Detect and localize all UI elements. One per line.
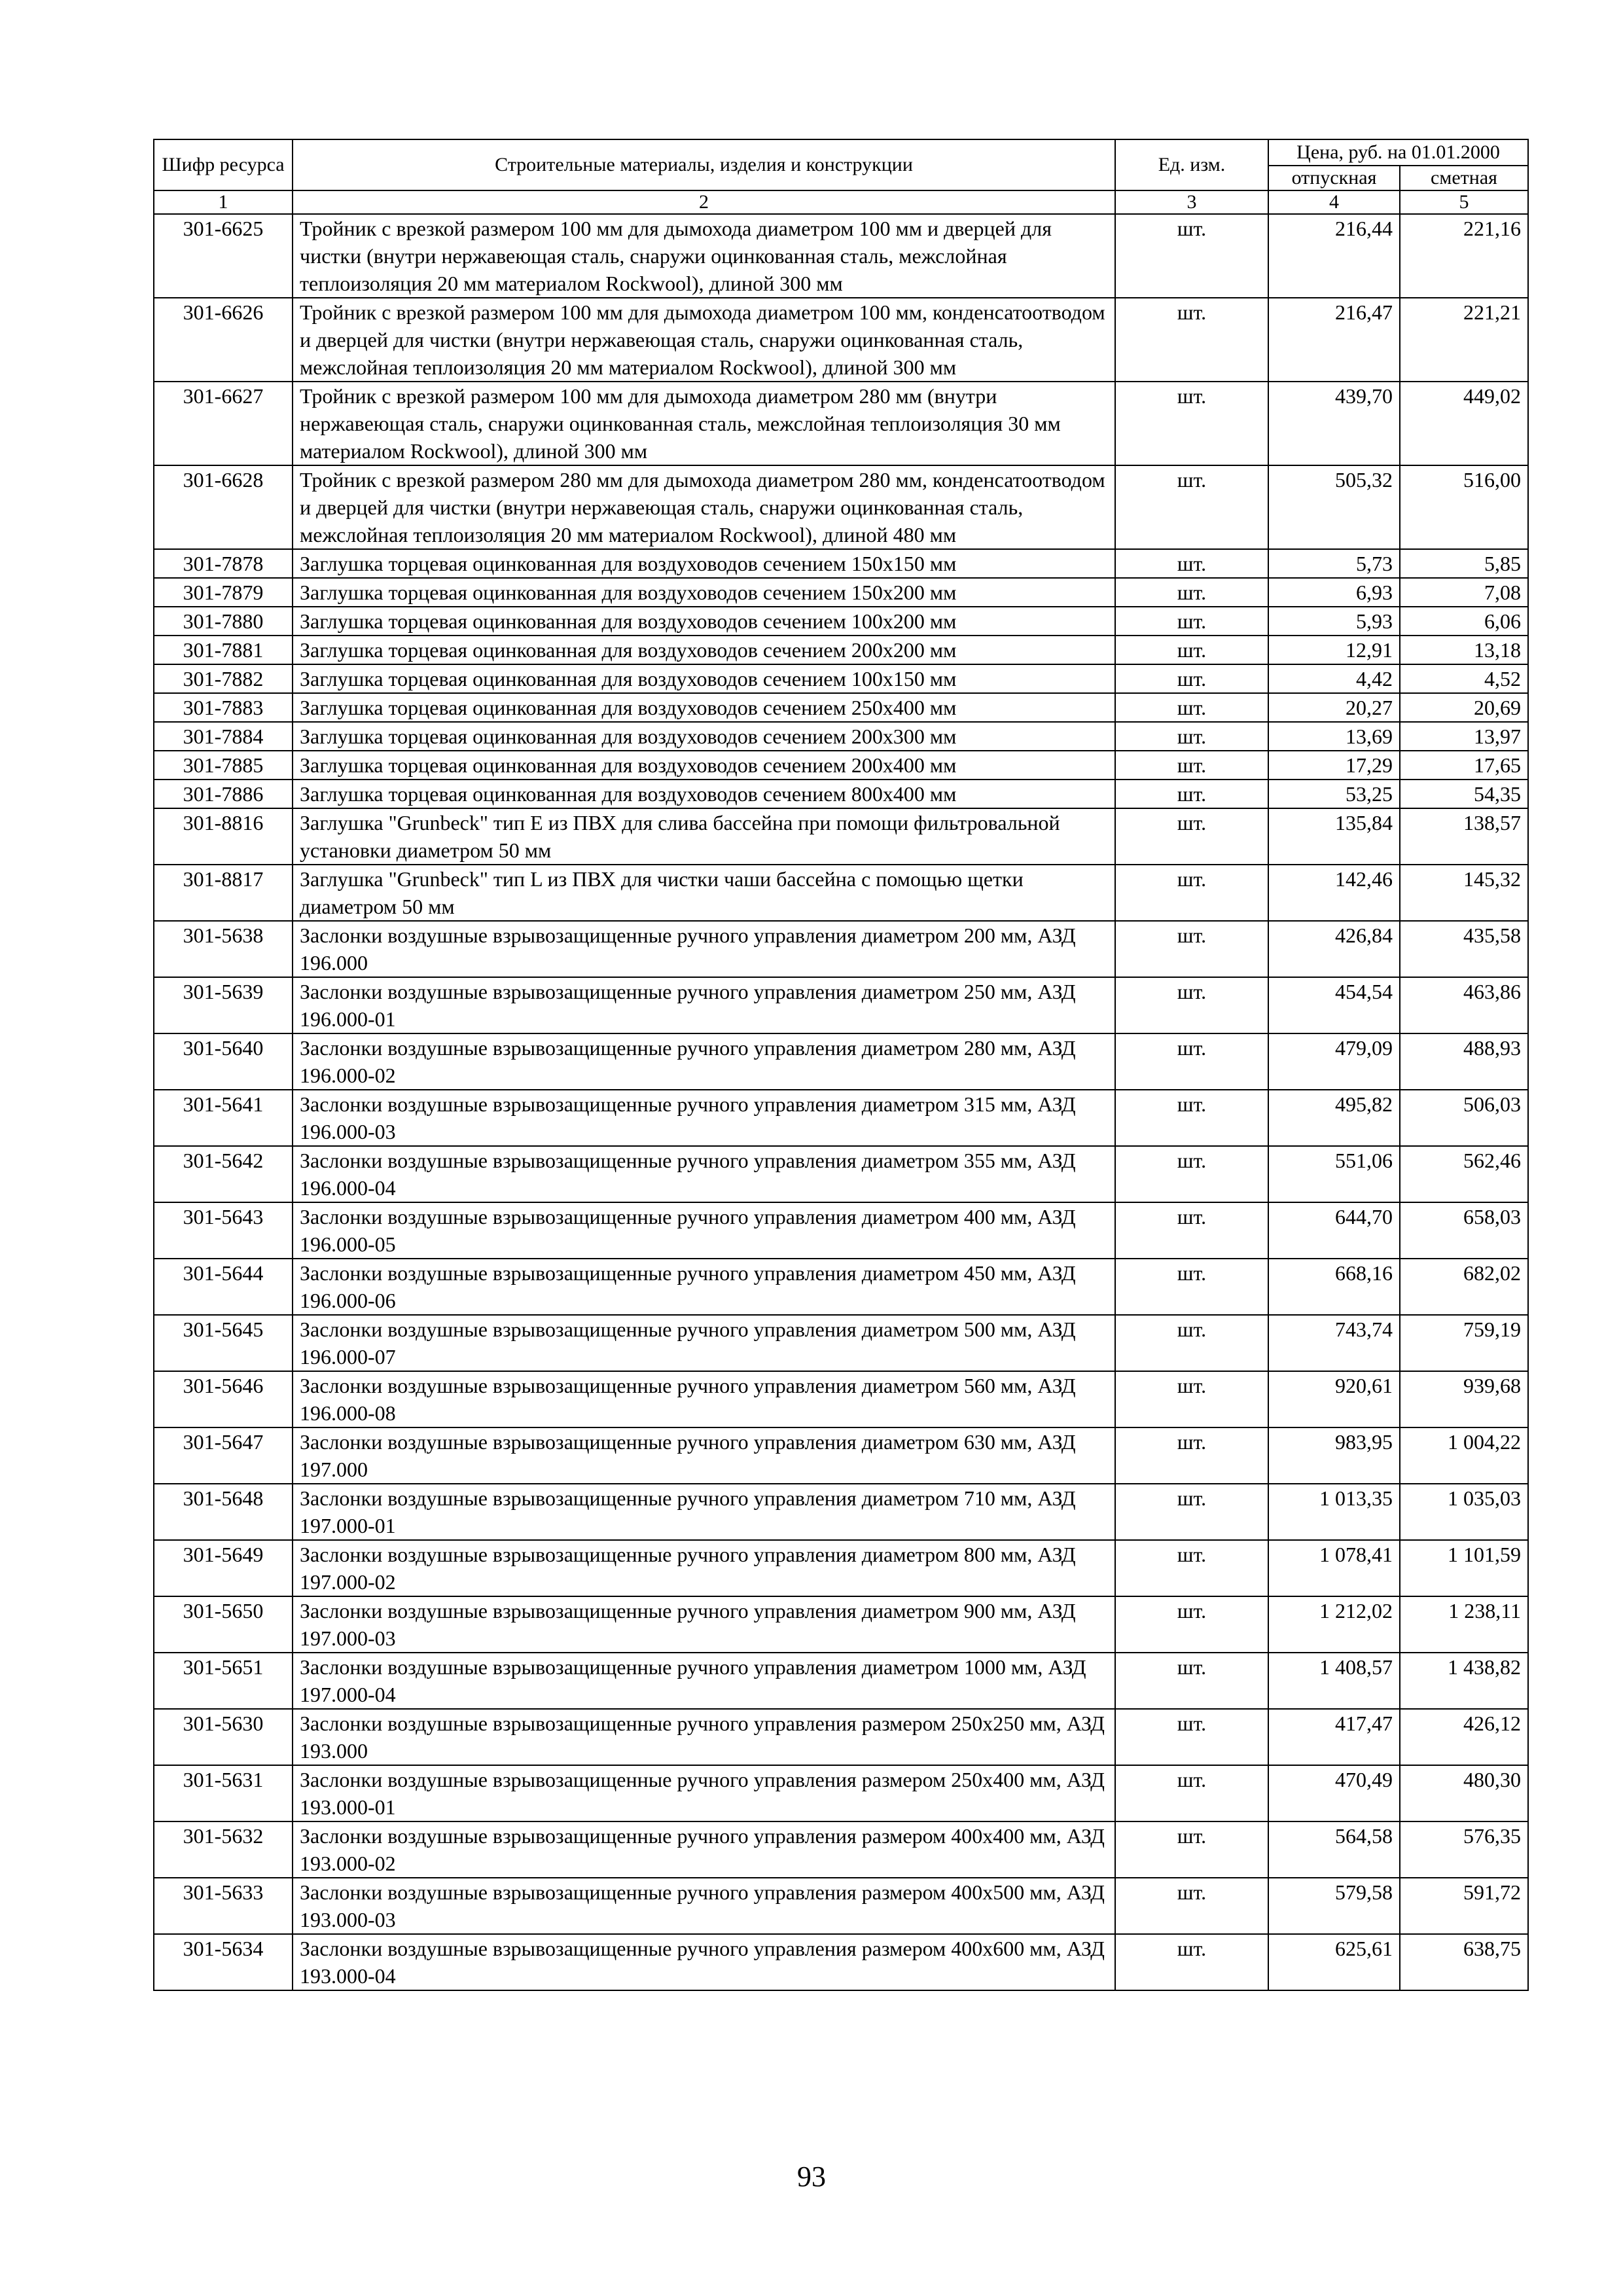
unit-of-measure: шт. bbox=[1115, 1821, 1268, 1878]
material-name: Тройник с врезкой размером 280 мм для дымохода диаметром 280 мм, конденсатоотводом и дверцей для чистки (внутри нержавеющая сталь, снаружи оцинкованная сталь, межслойная теплоизоляция 20 мм материалом Rockwool), длиной 480 мм bbox=[293, 465, 1115, 549]
release-price: 17,29 bbox=[1268, 751, 1400, 780]
unit-of-measure: шт. bbox=[1115, 1146, 1268, 1202]
release-price: 479,09 bbox=[1268, 1033, 1400, 1090]
table-row bbox=[154, 865, 1528, 921]
release-price: 470,49 bbox=[1268, 1765, 1400, 1821]
column-number: 1 bbox=[154, 190, 293, 214]
resource-code: 301-5648 bbox=[154, 1484, 293, 1540]
table-row bbox=[154, 722, 1528, 751]
material-name: Тройник с врезкой размером 100 мм для дымохода диаметром 100 мм, конденсатоотводом и дверцей для чистки (внутри нержавеющая сталь, снаружи оцинкованная сталь, межслойная теплоизоляция 20 мм материалом Rockwool), длиной 300 мм bbox=[293, 298, 1115, 382]
release-price: 417,47 bbox=[1268, 1709, 1400, 1765]
table-row bbox=[154, 1878, 1528, 1934]
resource-code: 301-5643 bbox=[154, 1202, 293, 1259]
column-number: 2 bbox=[293, 190, 1115, 214]
material-name: Заслонки воздушные взрывозащищенные ручного управления диаметром 400 мм, АЗД 196.000-05 bbox=[293, 1202, 1115, 1259]
resource-code: 301-5634 bbox=[154, 1934, 293, 1990]
header-code: Шифр ресурса bbox=[154, 139, 293, 190]
release-price: 920,61 bbox=[1268, 1371, 1400, 1427]
resource-code: 301-7883 bbox=[154, 693, 293, 722]
material-name: Заглушка торцевая оцинкованная для воздуховодов сечением 100х150 мм bbox=[293, 664, 1115, 693]
material-name: Заглушка "Grunbeck" тип E из ПВХ для слива бассейна при помощи фильтровальной установки диаметром 50 мм bbox=[293, 808, 1115, 865]
table-row bbox=[154, 214, 1528, 298]
table-row bbox=[154, 921, 1528, 977]
table-row bbox=[154, 1540, 1528, 1596]
unit-of-measure: шт. bbox=[1115, 214, 1268, 298]
release-price: 1 078,41 bbox=[1268, 1540, 1400, 1596]
material-name: Заслонки воздушные взрывозащищенные ручного управления диаметром 355 мм, АЗД 196.000-04 bbox=[293, 1146, 1115, 1202]
resource-code: 301-6625 bbox=[154, 214, 293, 298]
resource-code: 301-5641 bbox=[154, 1090, 293, 1146]
unit-of-measure: шт. bbox=[1115, 780, 1268, 808]
estimate-price: 638,75 bbox=[1400, 1934, 1528, 1990]
material-name: Заглушка торцевая оцинкованная для воздуховодов сечением 100х200 мм bbox=[293, 607, 1115, 636]
material-name: Заглушка торцевая оцинкованная для воздуховодов сечением 150х150 мм bbox=[293, 549, 1115, 578]
release-price: 426,84 bbox=[1268, 921, 1400, 977]
resource-code: 301-5631 bbox=[154, 1765, 293, 1821]
unit-of-measure: шт. bbox=[1115, 1259, 1268, 1315]
resource-code: 301-5638 bbox=[154, 921, 293, 977]
material-name: Заслонки воздушные взрывозащищенные ручного управления диаметром 280 мм, АЗД 196.000-02 bbox=[293, 1033, 1115, 1090]
estimate-price: 13,18 bbox=[1400, 636, 1528, 664]
material-name: Заглушка "Grunbeck" тип L из ПВХ для чистки чаши бассейна с помощью щетки диаметром 50 мм bbox=[293, 865, 1115, 921]
material-name: Заслонки воздушные взрывозащищенные ручного управления диаметром 250 мм, АЗД 196.000-01 bbox=[293, 977, 1115, 1033]
estimate-price: 20,69 bbox=[1400, 693, 1528, 722]
unit-of-measure: шт. bbox=[1115, 664, 1268, 693]
material-name: Заслонки воздушные взрывозащищенные ручного управления диаметром 315 мм, АЗД 196.000-03 bbox=[293, 1090, 1115, 1146]
table-row bbox=[154, 1653, 1528, 1709]
resource-code: 301-5650 bbox=[154, 1596, 293, 1653]
estimate-price: 1 238,11 bbox=[1400, 1596, 1528, 1653]
unit-of-measure: шт. bbox=[1115, 808, 1268, 865]
estimate-price: 591,72 bbox=[1400, 1878, 1528, 1934]
resource-code: 301-7885 bbox=[154, 751, 293, 780]
resource-code: 301-5633 bbox=[154, 1878, 293, 1934]
resource-code: 301-7884 bbox=[154, 722, 293, 751]
unit-of-measure: шт. bbox=[1115, 1878, 1268, 1934]
table-row bbox=[154, 977, 1528, 1033]
resource-code: 301-7880 bbox=[154, 607, 293, 636]
material-name: Заглушка торцевая оцинкованная для воздуховодов сечением 200х400 мм bbox=[293, 751, 1115, 780]
unit-of-measure: шт. bbox=[1115, 382, 1268, 465]
estimate-price: 463,86 bbox=[1400, 977, 1528, 1033]
resource-code: 301-5642 bbox=[154, 1146, 293, 1202]
table-row bbox=[154, 465, 1528, 549]
material-name: Заслонки воздушные взрывозащищенные ручного управления диаметром 710 мм, АЗД 197.000-01 bbox=[293, 1484, 1115, 1540]
resource-code: 301-7879 bbox=[154, 578, 293, 607]
resource-code: 301-6627 bbox=[154, 382, 293, 465]
table-row bbox=[154, 1033, 1528, 1090]
table-row bbox=[154, 693, 1528, 722]
unit-of-measure: шт. bbox=[1115, 865, 1268, 921]
unit-of-measure: шт. bbox=[1115, 751, 1268, 780]
resource-code: 301-5630 bbox=[154, 1709, 293, 1765]
release-price: 668,16 bbox=[1268, 1259, 1400, 1315]
table-row bbox=[154, 607, 1528, 636]
table-row bbox=[154, 1934, 1528, 1990]
release-price: 142,46 bbox=[1268, 865, 1400, 921]
unit-of-measure: шт. bbox=[1115, 1596, 1268, 1653]
table-row bbox=[154, 298, 1528, 382]
estimate-price: 221,16 bbox=[1400, 214, 1528, 298]
resource-code: 301-5640 bbox=[154, 1033, 293, 1090]
estimate-price: 5,85 bbox=[1400, 549, 1528, 578]
unit-of-measure: шт. bbox=[1115, 1371, 1268, 1427]
unit-of-measure: шт. bbox=[1115, 1315, 1268, 1371]
release-price: 1 212,02 bbox=[1268, 1596, 1400, 1653]
estimate-price: 1 101,59 bbox=[1400, 1540, 1528, 1596]
unit-of-measure: шт. bbox=[1115, 1653, 1268, 1709]
material-name: Заслонки воздушные взрывозащищенные ручного управления диаметром 200 мм, АЗД 196.000 bbox=[293, 921, 1115, 977]
table-row bbox=[154, 636, 1528, 664]
estimate-price: 54,35 bbox=[1400, 780, 1528, 808]
release-price: 1 013,35 bbox=[1268, 1484, 1400, 1540]
material-name: Заглушка торцевая оцинкованная для воздуховодов сечением 200х300 мм bbox=[293, 722, 1115, 751]
estimate-price: 562,46 bbox=[1400, 1146, 1528, 1202]
release-price: 743,74 bbox=[1268, 1315, 1400, 1371]
unit-of-measure: шт. bbox=[1115, 578, 1268, 607]
table-row bbox=[154, 578, 1528, 607]
estimate-price: 939,68 bbox=[1400, 1371, 1528, 1427]
table-body bbox=[154, 214, 1528, 1990]
material-name: Заглушка торцевая оцинкованная для воздуховодов сечением 800х400 мм bbox=[293, 780, 1115, 808]
header-release-price: отпускная bbox=[1268, 166, 1400, 190]
resource-code: 301-8816 bbox=[154, 808, 293, 865]
estimate-price: 576,35 bbox=[1400, 1821, 1528, 1878]
header-price: Цена, руб. на 01.01.2000 bbox=[1268, 139, 1528, 166]
estimate-price: 506,03 bbox=[1400, 1090, 1528, 1146]
unit-of-measure: шт. bbox=[1115, 1540, 1268, 1596]
unit-of-measure: шт. bbox=[1115, 636, 1268, 664]
resource-code: 301-5649 bbox=[154, 1540, 293, 1596]
table-row bbox=[154, 751, 1528, 780]
unit-of-measure: шт. bbox=[1115, 977, 1268, 1033]
resource-code: 301-5632 bbox=[154, 1821, 293, 1878]
table-row bbox=[154, 780, 1528, 808]
estimate-price: 435,58 bbox=[1400, 921, 1528, 977]
estimate-price: 516,00 bbox=[1400, 465, 1528, 549]
table-row bbox=[154, 1427, 1528, 1484]
release-price: 983,95 bbox=[1268, 1427, 1400, 1484]
table-row bbox=[154, 382, 1528, 465]
release-price: 53,25 bbox=[1268, 780, 1400, 808]
column-number: 3 bbox=[1115, 190, 1268, 214]
release-price: 439,70 bbox=[1268, 382, 1400, 465]
release-price: 505,32 bbox=[1268, 465, 1400, 549]
unit-of-measure: шт. bbox=[1115, 1934, 1268, 1990]
estimate-price: 4,52 bbox=[1400, 664, 1528, 693]
material-name: Заслонки воздушные взрывозащищенные ручного управления диаметром 630 мм, АЗД 197.000 bbox=[293, 1427, 1115, 1484]
table-row bbox=[154, 1765, 1528, 1821]
material-name: Заслонки воздушные взрывозащищенные ручного управления размером 250х400 мм, АЗД 193.000-01 bbox=[293, 1765, 1115, 1821]
release-price: 20,27 bbox=[1268, 693, 1400, 722]
unit-of-measure: шт. bbox=[1115, 1090, 1268, 1146]
material-name: Заглушка торцевая оцинкованная для воздуховодов сечением 250х400 мм bbox=[293, 693, 1115, 722]
resource-code: 301-7886 bbox=[154, 780, 293, 808]
material-name: Заслонки воздушные взрывозащищенные ручного управления диаметром 800 мм, АЗД 197.000-02 bbox=[293, 1540, 1115, 1596]
table-row bbox=[154, 1202, 1528, 1259]
resource-code: 301-8817 bbox=[154, 865, 293, 921]
header-name: Строительные материалы, изделия и конструкции bbox=[293, 139, 1115, 190]
release-price: 644,70 bbox=[1268, 1202, 1400, 1259]
unit-of-measure: шт. bbox=[1115, 607, 1268, 636]
release-price: 625,61 bbox=[1268, 1934, 1400, 1990]
resource-code: 301-6628 bbox=[154, 465, 293, 549]
resource-code: 301-5645 bbox=[154, 1315, 293, 1371]
material-name: Заглушка торцевая оцинкованная для воздуховодов сечением 200х200 мм bbox=[293, 636, 1115, 664]
table-row bbox=[154, 1315, 1528, 1371]
estimate-price: 1 035,03 bbox=[1400, 1484, 1528, 1540]
estimate-price: 426,12 bbox=[1400, 1709, 1528, 1765]
resource-code: 301-5639 bbox=[154, 977, 293, 1033]
page-number: 93 bbox=[797, 2161, 826, 2193]
release-price: 6,93 bbox=[1268, 578, 1400, 607]
unit-of-measure: шт. bbox=[1115, 1033, 1268, 1090]
price-table bbox=[153, 139, 1529, 1991]
estimate-price: 1 438,82 bbox=[1400, 1653, 1528, 1709]
material-name: Тройник с врезкой размером 100 мм для дымохода диаметром 280 мм (внутри нержавеющая сталь, снаружи оцинкованная сталь, межслойная теплоизоляция 30 мм материалом Rockwool), длиной 300 мм bbox=[293, 382, 1115, 465]
estimate-price: 480,30 bbox=[1400, 1765, 1528, 1821]
estimate-price: 138,57 bbox=[1400, 808, 1528, 865]
material-name: Заглушка торцевая оцинкованная для воздуховодов сечением 150х200 мм bbox=[293, 578, 1115, 607]
header-estimate-price: сметная bbox=[1400, 166, 1528, 190]
resource-code: 301-7878 bbox=[154, 549, 293, 578]
unit-of-measure: шт. bbox=[1115, 1427, 1268, 1484]
material-name: Заслонки воздушные взрывозащищенные ручного управления размером 400х600 мм, АЗД 193.000-04 bbox=[293, 1934, 1115, 1990]
unit-of-measure: шт. bbox=[1115, 693, 1268, 722]
unit-of-measure: шт. bbox=[1115, 1765, 1268, 1821]
table-row bbox=[154, 1596, 1528, 1653]
estimate-price: 1 004,22 bbox=[1400, 1427, 1528, 1484]
estimate-price: 658,03 bbox=[1400, 1202, 1528, 1259]
column-number: 4 bbox=[1268, 190, 1400, 214]
estimate-price: 13,97 bbox=[1400, 722, 1528, 751]
material-name: Заслонки воздушные взрывозащищенные ручного управления размером 400х400 мм, АЗД 193.000-02 bbox=[293, 1821, 1115, 1878]
material-name: Заслонки воздушные взрывозащищенные ручного управления диаметром 900 мм, АЗД 197.000-03 bbox=[293, 1596, 1115, 1653]
estimate-price: 759,19 bbox=[1400, 1315, 1528, 1371]
unit-of-measure: шт. bbox=[1115, 465, 1268, 549]
release-price: 135,84 bbox=[1268, 808, 1400, 865]
material-name: Заслонки воздушные взрывозащищенные ручного управления диаметром 450 мм, АЗД 196.000-06 bbox=[293, 1259, 1115, 1315]
resource-code: 301-7881 bbox=[154, 636, 293, 664]
release-price: 564,58 bbox=[1268, 1821, 1400, 1878]
estimate-price: 7,08 bbox=[1400, 578, 1528, 607]
release-price: 4,42 bbox=[1268, 664, 1400, 693]
release-price: 5,93 bbox=[1268, 607, 1400, 636]
column-numbers-row bbox=[154, 190, 1528, 214]
unit-of-measure: шт. bbox=[1115, 722, 1268, 751]
release-price: 579,58 bbox=[1268, 1878, 1400, 1934]
estimate-price: 449,02 bbox=[1400, 382, 1528, 465]
table-row bbox=[154, 1259, 1528, 1315]
table-row bbox=[154, 549, 1528, 578]
material-name: Заслонки воздушные взрывозащищенные ручного управления диаметром 560 мм, АЗД 196.000-08 bbox=[293, 1371, 1115, 1427]
material-name: Заслонки воздушные взрывозащищенные ручного управления размером 400х500 мм, АЗД 193.000-03 bbox=[293, 1878, 1115, 1934]
release-price: 551,06 bbox=[1268, 1146, 1400, 1202]
table-row bbox=[154, 1821, 1528, 1878]
unit-of-measure: шт. bbox=[1115, 549, 1268, 578]
material-name: Заслонки воздушные взрывозащищенные ручного управления размером 250х250 мм, АЗД 193.000 bbox=[293, 1709, 1115, 1765]
unit-of-measure: шт. bbox=[1115, 298, 1268, 382]
unit-of-measure: шт. bbox=[1115, 1484, 1268, 1540]
release-price: 1 408,57 bbox=[1268, 1653, 1400, 1709]
resource-code: 301-5646 bbox=[154, 1371, 293, 1427]
release-price: 495,82 bbox=[1268, 1090, 1400, 1146]
resource-code: 301-7882 bbox=[154, 664, 293, 693]
release-price: 216,47 bbox=[1268, 298, 1400, 382]
unit-of-measure: шт. bbox=[1115, 1709, 1268, 1765]
release-price: 12,91 bbox=[1268, 636, 1400, 664]
release-price: 5,73 bbox=[1268, 549, 1400, 578]
table-row bbox=[154, 1709, 1528, 1765]
release-price: 13,69 bbox=[1268, 722, 1400, 751]
estimate-price: 17,65 bbox=[1400, 751, 1528, 780]
estimate-price: 145,32 bbox=[1400, 865, 1528, 921]
table-row bbox=[154, 664, 1528, 693]
unit-of-measure: шт. bbox=[1115, 1202, 1268, 1259]
table-row bbox=[154, 1484, 1528, 1540]
estimate-price: 682,02 bbox=[1400, 1259, 1528, 1315]
table-row bbox=[154, 1146, 1528, 1202]
unit-of-measure: шт. bbox=[1115, 921, 1268, 977]
table-row bbox=[154, 1371, 1528, 1427]
table-row bbox=[154, 1090, 1528, 1146]
column-number: 5 bbox=[1400, 190, 1528, 214]
material-name: Тройник с врезкой размером 100 мм для дымохода диаметром 100 мм и дверцей для чистки (внутри нержавеющая сталь, снаружи оцинкованная сталь, межслойная теплоизоляция 20 мм материалом Rockwool), длиной 300 мм bbox=[293, 214, 1115, 298]
resource-code: 301-5644 bbox=[154, 1259, 293, 1315]
resource-code: 301-6626 bbox=[154, 298, 293, 382]
material-name: Заслонки воздушные взрывозащищенные ручного управления диаметром 1000 мм, АЗД 197.000-04 bbox=[293, 1653, 1115, 1709]
estimate-price: 6,06 bbox=[1400, 607, 1528, 636]
release-price: 216,44 bbox=[1268, 214, 1400, 298]
material-name: Заслонки воздушные взрывозащищенные ручного управления диаметром 500 мм, АЗД 196.000-07 bbox=[293, 1315, 1115, 1371]
header-unit: Ед. изм. bbox=[1115, 139, 1268, 190]
release-price: 454,54 bbox=[1268, 977, 1400, 1033]
estimate-price: 221,21 bbox=[1400, 298, 1528, 382]
resource-code: 301-5651 bbox=[154, 1653, 293, 1709]
estimate-price: 488,93 bbox=[1400, 1033, 1528, 1090]
table-row bbox=[154, 808, 1528, 865]
resource-code: 301-5647 bbox=[154, 1427, 293, 1484]
